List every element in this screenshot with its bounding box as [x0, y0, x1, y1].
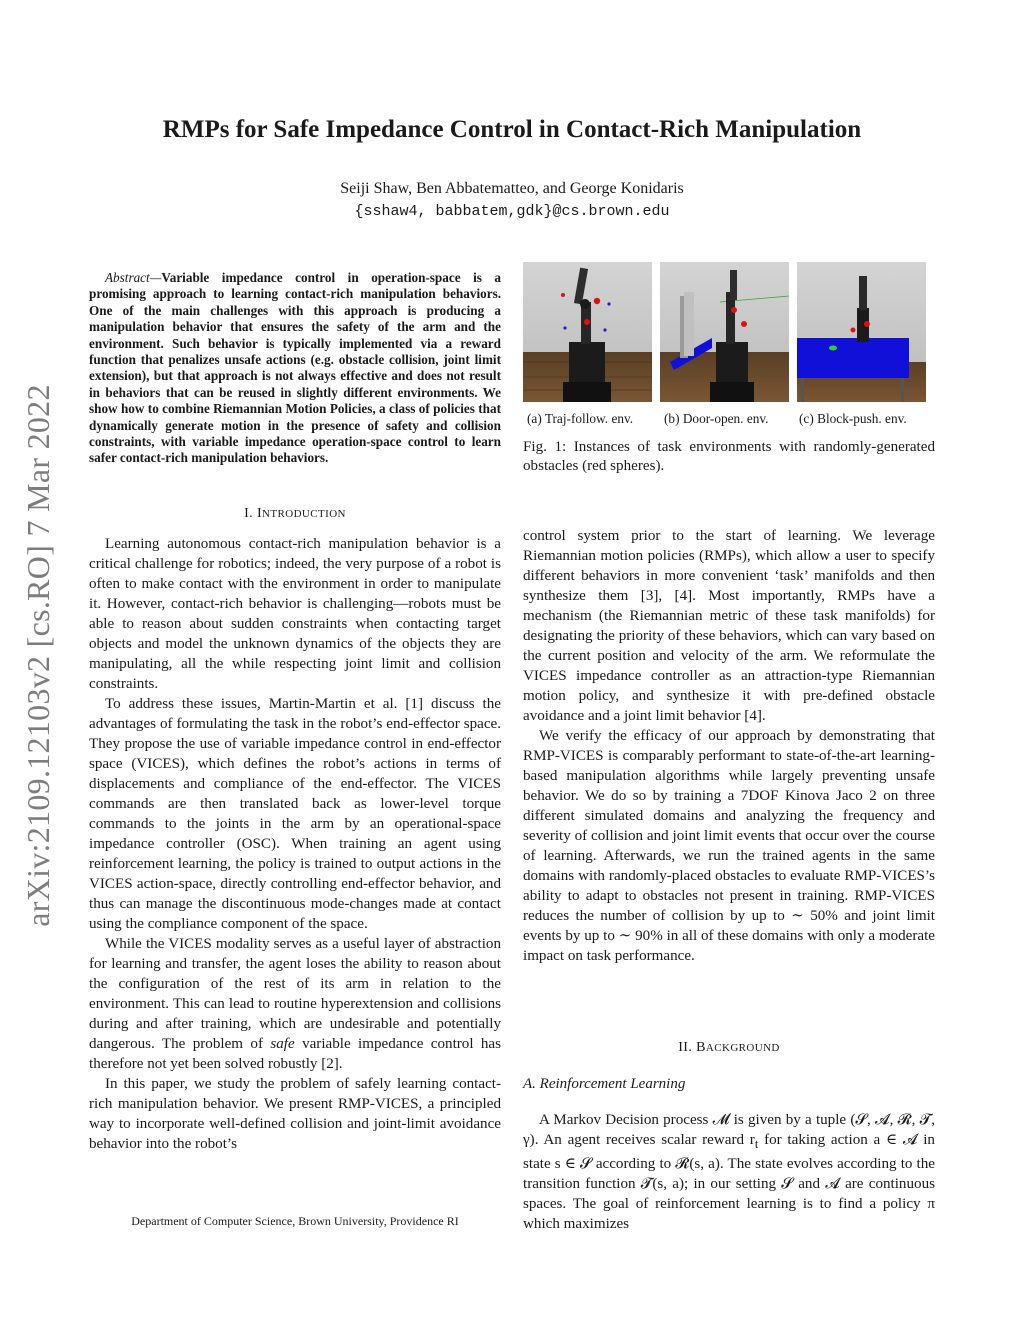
introduction-left	[89, 534, 501, 1154]
section-background-heading	[523, 1040, 935, 1056]
traj-follow-env-image	[523, 262, 652, 402]
footnote-affiliation: Department of Computer Science, Brown University, Providence RI	[131, 1214, 459, 1228]
introduction-right	[523, 526, 935, 966]
subcaption-b: (b) Door-open. env.	[664, 411, 769, 426]
paper-title: RMPs for Safe Impedance Control in Contact-Rich Manipulation	[162, 116, 862, 143]
abstract-label: Abstract—	[105, 270, 162, 285]
author-list: Seiji Shaw, Ben Abbatematteo, and George Konidaris	[340, 180, 684, 197]
paragraph: control system prior to the start of learning. We leverage Riemannian motion policies (RMPs), which allow a user to specify different behaviors in more convenient ‘task’ manifolds and then synthesize them [3], [4]. Most importantly, RMPs have a mechanism (the Riemannian metric of these task manifolds) for designating the priority of these behaviors, which can vary based on the current position and velocity of the arm. We reformulate the VICES impedance controller as an attraction-type Riemannian motion policy, and synthesize it with pre-defined obstacle avoidance and a joint limit behavior [4].	[523, 528, 935, 724]
figure-1-images	[523, 262, 935, 402]
subsection-rl-heading: A. Reinforcement Learning	[523, 1076, 686, 1092]
door-open-env-image	[660, 262, 789, 402]
paragraph: Learning autonomous contact-rich manipulation behavior is a critical challenge for robotics; indeed, the very purpose of a robot is often to make contact with the environment in order to manipulate it. However, contact-rich behavior is challenging—robots must be able to reason about sudden constraints when contacting target objects and model the unknown dynamics of the objects they are manipulating, all the while respecting joint limit and collision constraints.	[89, 536, 501, 692]
background-text	[523, 1110, 935, 1234]
paragraph: To address these issues, Martin-Martin et al. [1] discuss the advantages of formulating the task in the robot’s end-effector space. They propose the use of variable impedance control in end-effector space (VICES), which defines the robot’s actions in terms of displacements and compliance of the end-effector. The VICES commands are then translated back as lower-level torque commands to the joints in the arm by an operational-space impedance controller (OSC). When training an agent using reinforcement learning, the policy is trained to output actions in the VICES action-space, directly controlling end-effector behavior, and thus can manage the discontinuous mode-changes made at contact using the compliance component of the space.	[89, 696, 501, 932]
author-emails: {sshaw4, babbatem,gdk}@cs.brown.edu	[354, 203, 670, 220]
subcaption-c: (c) Block-push. env.	[799, 411, 907, 426]
section-introduction-heading	[89, 506, 501, 522]
abstract-text: Abstract—Variable impedance control in operation-space is a promising approach to learning contact-rich manipulation behaviors. One of the main challenges with this approach is producing a manipulation behavior that ensures the safety of the arm and the environment. Such behavior is typically implemented via a reward function that penalizes unsafe actions (e.g. obstacle collision, joint limit extension), but that approach is not always effective and does not result in behaviors that can be reused in slightly different environments. We show how to combine Riemannian Motion Policies, a class of policies that dynamically generate motion in the presence of safety and collision constraints, with variable impedance operation-space control to learn safer contact-rich manipulation behaviors.	[89, 270, 501, 466]
paragraph: A Markov Decision process 𝓜 is given by a tuple (𝓢, 𝓐, 𝓡, 𝓣, γ). An agent receives scalar reward $r_t$ for taking action a ∈ 𝓐 in state s ∈ 𝓢 according to 𝓡(s, a). The state evolves according to the transition function 𝓣(s, a); in our setting 𝓢 and 𝓐 are continuous spaces. The goal of reinforcement learning is to find a policy π which maximizes	[523, 1112, 935, 1233]
block-push-env-image	[797, 262, 926, 402]
figure-caption: Fig. 1: Instances of task environments with randomly-generated obstacles (red spheres).	[523, 439, 935, 474]
section-heading: II. BACKGROUND	[678, 1040, 780, 1055]
paragraph: We verify the efficacy of our approach by demonstrating that RMP-VICES is comparably performant to state-of-the-art learning-based manipulation algorithms while largely preventing unsafe behavior. We do so by training a 7DOF Kinova Jaco 2 on three different simulated domains and analyzing the frequency and severity of collision and joint limit events that occur over the course of learning. Afterwards, we run the trained agents in the same domains with randomly-placed obstacles to evaluate RMP-VICES’s ability to adapt to obstacles not present in training. RMP-VICES reduces the number of collision by up to ∼ 50% and joint limit events by up to ∼ 90% in all of these domains with only a moderate impact on task performance.	[523, 728, 935, 964]
paragraph: In this paper, we study the problem of safely learning contact-rich manipulation behavior. We present RMP-VICES, a principled way to incorporate well-defined collision and joint-limit avoidance behavior into the robot’s	[89, 1076, 501, 1152]
abstract	[89, 270, 501, 467]
figure-subcaptions	[523, 411, 935, 429]
arxiv-identifier: arXiv:2109.12103v2 [cs.RO] 7 Mar 2022	[19, 383, 56, 927]
section-heading: I. INTRODUCTION	[244, 506, 346, 521]
subcaption-a: (a) Traj-follow. env.	[527, 411, 634, 426]
paragraph: While the VICES modality serves as a useful layer of abstraction for learning and transfer, the agent loses the ability to reason about the configuration of the rest of its arm in relation to the environment. This can lead to routine hyperextension and collisions during and after training, which are undesirable and potentially dangerous. The problem of safe variable impedance control has therefore not yet been solved robustly [2].	[89, 936, 502, 1072]
